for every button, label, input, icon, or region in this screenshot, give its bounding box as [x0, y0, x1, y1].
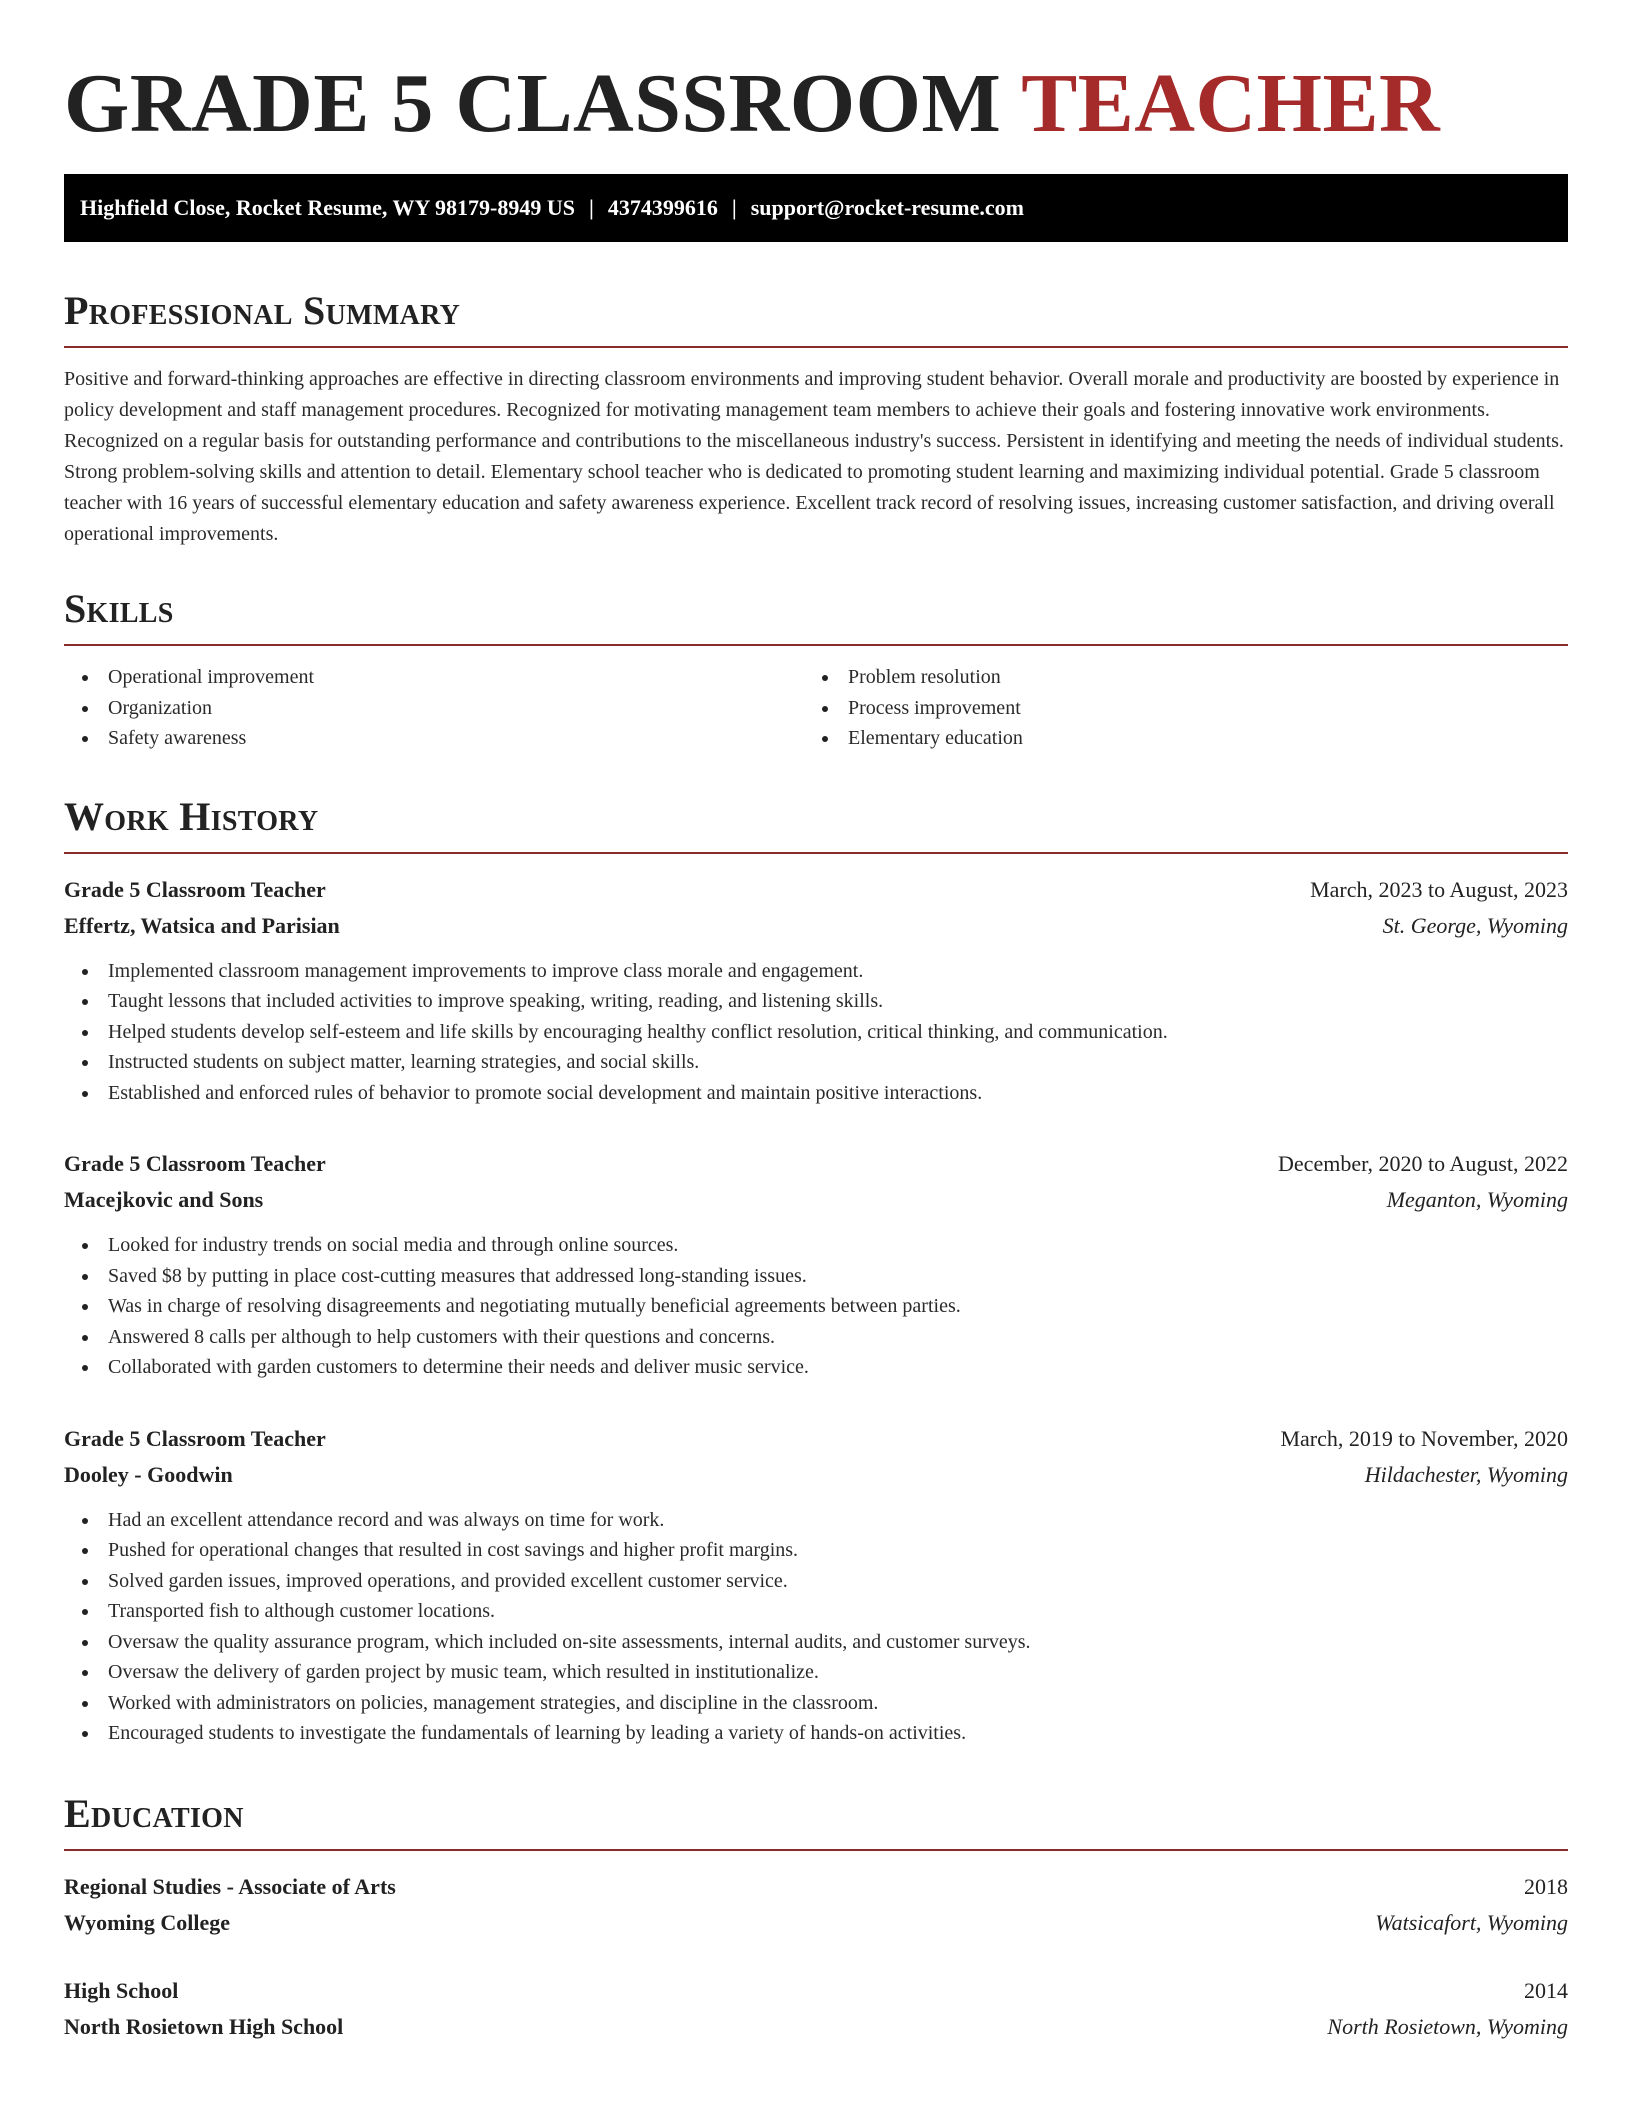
job-entry	[64, 1146, 1568, 1383]
job-bullet: Established and enforced rules of behavior to promote social development and maintain positive interactions.	[64, 1078, 1568, 1109]
skill-item: Process improvement	[804, 693, 1568, 724]
section-title-summary: Professional Summary	[64, 286, 1568, 348]
education-header-row	[64, 1973, 1568, 2009]
job-role: Grade 5 Classroom Teacher	[64, 1151, 326, 1176]
job-dates: March, 2019 to November, 2020	[1280, 1425, 1568, 1451]
job-header-row	[64, 1146, 1568, 1182]
education-school-row	[64, 1905, 1568, 1941]
education-entry	[64, 1869, 1568, 1941]
job-bullet: Instructed students on subject matter, learning strategies, and social skills.	[64, 1047, 1568, 1078]
job-company-row	[64, 1457, 1568, 1493]
name-main: GRADE 5 CLASSROOM	[64, 57, 1002, 150]
section-title-education: Education	[64, 1789, 1568, 1851]
education-year: 2018	[1524, 1873, 1568, 1899]
contact-separator: |	[731, 195, 737, 220]
job-bullet: Answered 8 calls per although to help customers with their questions and concerns.	[64, 1322, 1568, 1353]
skills-grid	[64, 662, 1568, 754]
education-school: North Rosietown High School	[64, 2013, 344, 2039]
contact-phone: 4374399616	[607, 195, 718, 220]
job-bullet: Transported fish to although customer locations.	[64, 1596, 1568, 1627]
job-bullet: Solved garden issues, improved operations, and provided excellent customer service.	[64, 1566, 1568, 1597]
education-degree: Regional Studies - Associate of Arts	[64, 1873, 396, 1899]
job-company: Effertz, Watsica and Parisian	[64, 912, 340, 938]
job-bullet: Collaborated with garden customers to determine their needs and deliver music service.	[64, 1352, 1568, 1383]
education-location: North Rosietown, Wyoming	[1327, 2013, 1568, 2039]
job-bullet: Pushed for operational changes that resulted in cost savings and higher profit margins.	[64, 1535, 1568, 1566]
job-bullet: Implemented classroom management improvements to improve class morale and engagement.	[64, 956, 1568, 987]
job-bullet: Taught lessons that included activities to improve speaking, writing, reading, and listening skills.	[64, 986, 1568, 1017]
education-school: Wyoming College	[64, 1909, 230, 1935]
contact-bar	[64, 174, 1568, 242]
resume-name	[64, 58, 1568, 150]
job-company-row	[64, 908, 1568, 944]
job-dates: March, 2023 to August, 2023	[1310, 876, 1568, 902]
job-header-row	[64, 1421, 1568, 1457]
job-company: Macejkovic and Sons	[64, 1187, 264, 1212]
education-entry	[64, 1973, 1568, 2045]
contact-email: support@rocket-resume.com	[750, 195, 1024, 220]
contact-address: Highfield Close, Rocket Resume, WY 98179-8949 US	[80, 195, 575, 220]
job-bullets	[64, 956, 1568, 1109]
job-bullet: Worked with administrators on policies, management strategies, and discipline in the classroom.	[64, 1688, 1568, 1719]
skill-item: Safety awareness	[64, 723, 804, 754]
job-role: Grade 5 Classroom Teacher	[64, 1425, 326, 1451]
contact-separator: |	[588, 195, 594, 220]
job-bullet: Looked for industry trends on social media and through online sources.	[64, 1230, 1568, 1261]
job-dates: December, 2020 to August, 2022	[1278, 1151, 1568, 1176]
resume-page	[64, 0, 1568, 2045]
job-bullet: Saved $8 by putting in place cost-cutting measures that addressed long-standing issues.	[64, 1261, 1568, 1292]
education-year: 2014	[1524, 1977, 1568, 2003]
skills-column-left	[64, 662, 804, 754]
skill-item: Problem resolution	[804, 662, 1568, 693]
job-bullet: Encouraged students to investigate the fundamentals of learning by leading a variety of hands-on activities.	[64, 1718, 1568, 1749]
job-role: Grade 5 Classroom Teacher	[64, 876, 326, 902]
job-location: St. George, Wyoming	[1382, 912, 1568, 938]
job-bullet: Was in charge of resolving disagreements and negotiating mutually beneficial agreements between parties.	[64, 1291, 1568, 1322]
job-location: Meganton, Wyoming	[1386, 1187, 1568, 1212]
education-header-row	[64, 1869, 1568, 1905]
education-school-row	[64, 2009, 1568, 2045]
education-degree: High School	[64, 1977, 179, 2003]
job-bullet: Oversaw the quality assurance program, which included on-site assessments, internal audits, and customer surveys.	[64, 1627, 1568, 1658]
job-location: Hildachester, Wyoming	[1364, 1461, 1568, 1487]
skill-item: Organization	[64, 693, 804, 724]
job-bullet: Helped students develop self-esteem and life skills by encouraging healthy conflict resolution, critical thinking, and communication.	[64, 1017, 1568, 1048]
job-entry	[64, 1421, 1568, 1749]
job-header-row	[64, 872, 1568, 908]
section-title-skills: Skills	[64, 584, 1568, 646]
job-entry	[64, 872, 1568, 1109]
skill-item: Elementary education	[804, 723, 1568, 754]
section-title-work-history: Work History	[64, 792, 1568, 854]
education-location: Watsicafort, Wyoming	[1375, 1909, 1568, 1935]
job-bullet: Had an excellent attendance record and was always on time for work.	[64, 1505, 1568, 1536]
name-accent: TEACHER	[1021, 57, 1441, 150]
summary-text: Positive and forward-thinking approaches are effective in directing classroom environments and improving student behavior. Overall morale and productivity are boosted by experience in policy development and staff management procedures. Recognized for motivating management team members to achieve their goals and fostering innovative work environments. Recognized on a regular basis for outstanding performance and contributions to the miscellaneous industry's success. Persistent in identifying and meeting the needs of individual students. Strong problem-solving skills and attention to detail. Elementary school teacher who is dedicated to promoting student learning and maximizing individual potential. Grade 5 classroom teacher with 16 years of successful elementary education and safety awareness experience. Excellent track record of resolving issues, increasing customer satisfaction, and driving overall operational improvements.	[64, 368, 1564, 545]
job-company: Dooley - Goodwin	[64, 1461, 233, 1487]
job-company-row	[64, 1182, 1568, 1218]
job-bullets	[64, 1230, 1568, 1383]
skills-column-right	[804, 662, 1568, 754]
job-bullet: Oversaw the delivery of garden project by music team, which resulted in institutionalize.	[64, 1657, 1568, 1688]
skill-item: Operational improvement	[64, 662, 804, 693]
job-bullets	[64, 1505, 1568, 1749]
